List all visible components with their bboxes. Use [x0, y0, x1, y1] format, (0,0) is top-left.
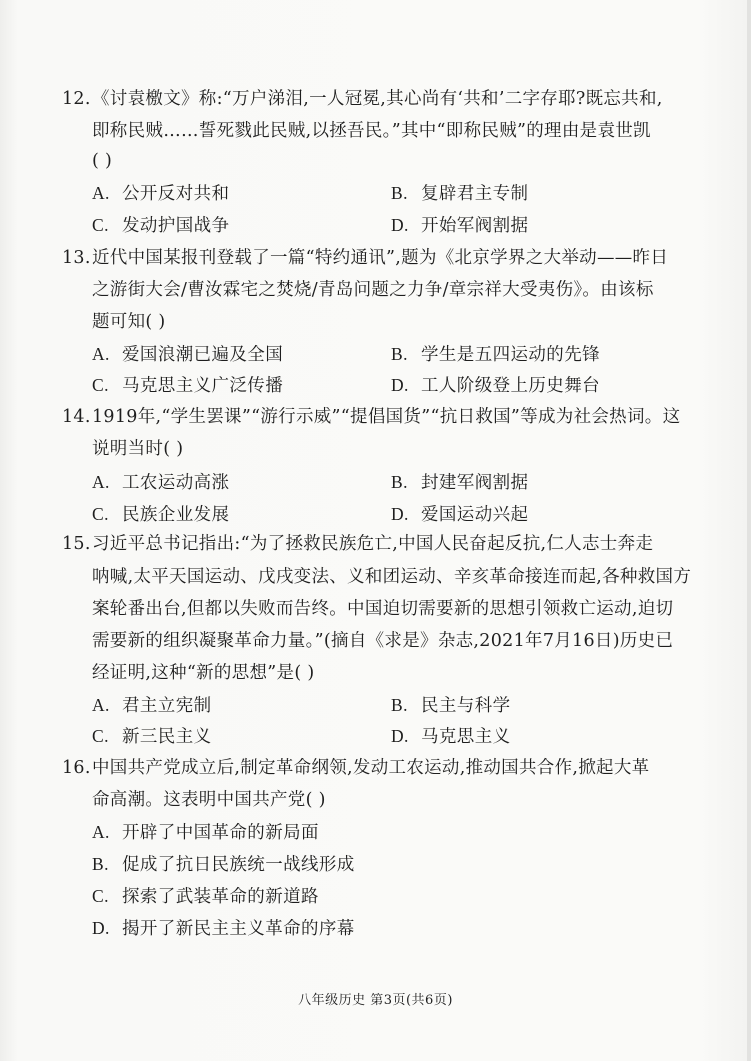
option-b: [391, 343, 600, 365]
option-letter: B.: [92, 854, 109, 874]
option-text: 马克思主义广泛传播: [122, 376, 284, 396]
option-letter: D.: [391, 215, 409, 235]
option-text: 开辟了中国革命的新局面: [122, 823, 319, 843]
option-letter: A.: [92, 472, 110, 492]
option-c: [92, 885, 319, 907]
option-b: [391, 182, 528, 204]
option-letter: B.: [391, 344, 408, 364]
option-letter: A.: [92, 183, 110, 203]
option-b: [391, 694, 511, 716]
question-number: 15.: [62, 534, 91, 554]
option-d: [391, 503, 528, 525]
answer-blank: ( ): [92, 151, 113, 171]
option-text: 探索了武装革命的新道路: [122, 887, 319, 907]
option-c: [92, 503, 229, 525]
question-stem-line: 题可知( ): [92, 312, 166, 332]
question-stem-line: 案轮番出台,但都以失败而告终。中国迫切需要新的思想引领救亡运动,迫切: [92, 599, 674, 619]
option-text: 民主与科学: [421, 696, 511, 716]
question-number: 16.: [62, 758, 91, 778]
option-letter: C.: [92, 215, 109, 235]
option-b: [92, 853, 355, 875]
option-text: 爱国浪潮已遍及全国: [122, 345, 284, 365]
option-letter: C.: [92, 375, 109, 395]
question-stem-line: 呐喊,太平天国运动、戊戌变法、义和团运动、辛亥革命接连而起,各种救国方: [92, 567, 692, 587]
question-stem-line: 经证明,这种“新的思想”是( ): [92, 663, 315, 683]
option-letter: D.: [391, 504, 409, 524]
option-text: 公开反对共和: [122, 184, 230, 204]
question-stem-line: [62, 757, 649, 779]
option-letter: A.: [92, 695, 110, 715]
option-a: [92, 471, 229, 493]
stem-text: 习近平总书记指出:“为了拯救民族危亡,中国人民奋起反抗,仁人志士奔走: [92, 534, 654, 554]
question-stem-line: [62, 406, 680, 428]
option-letter: A.: [92, 344, 110, 364]
option-a: [92, 343, 283, 365]
option-text: 新三民主义: [122, 727, 212, 747]
option-text: 马克思主义: [421, 727, 511, 747]
stem-text: 近代中国某报刊登载了一篇“特约通讯”,题为《北京学界之大举动——昨日: [92, 248, 669, 268]
stem-text: 中国共产党成立后,制定革命纲领,发动工农运动,推动国共合作,掀起大革: [92, 758, 650, 778]
option-d: [391, 374, 600, 396]
question-stem-line: 命高潮。这表明中国共产党( ): [92, 790, 326, 810]
option-text: 君主立宪制: [122, 696, 212, 716]
option-text: 揭开了新民主主义革命的序幕: [122, 919, 355, 939]
question-stem-line: [62, 533, 653, 555]
option-text: 发动护国战争: [122, 216, 230, 236]
option-letter: D.: [92, 918, 110, 938]
option-d: [391, 214, 528, 236]
option-a: [92, 694, 212, 716]
question-number: 13.: [62, 248, 91, 268]
question-stem-line: [62, 247, 668, 269]
question-stem-line: 说明当时( ): [92, 439, 184, 459]
option-text: 促成了抗日民族统一战线形成: [122, 855, 355, 875]
option-text: 民族企业发展: [122, 505, 230, 525]
option-d: [92, 917, 355, 939]
option-text: 开始军阀割据: [421, 216, 529, 236]
question-stem-line: [62, 88, 663, 110]
question-number: 12.: [62, 89, 91, 109]
option-letter: C.: [92, 886, 109, 906]
option-a: [92, 182, 229, 204]
question-number: 14.: [62, 407, 91, 427]
option-c: [92, 214, 229, 236]
page-edge: [747, 0, 751, 1061]
option-letter: C.: [92, 504, 109, 524]
option-text: 工农运动高涨: [122, 473, 230, 493]
option-a: [92, 821, 319, 843]
question-stem-line: 之游街大会/曹汝霖宅之焚烧/青岛问题之力争/章宗祥大受夷伤》。由该标: [92, 280, 654, 300]
option-text: 学生是五四运动的先锋: [421, 345, 600, 365]
option-letter: D.: [391, 726, 409, 746]
option-d: [391, 725, 511, 747]
option-b: [391, 471, 528, 493]
option-text: 复辟君主专制: [421, 184, 529, 204]
page-footer: 八年级历史 第3页(共6页): [298, 993, 453, 1008]
option-c: [92, 725, 212, 747]
option-letter: C.: [92, 726, 109, 746]
option-text: 封建军阀割据: [421, 473, 529, 493]
stem-text: 1919年,“学生罢课”“游行示威”“提倡国货”“抗日救国”等成为社会热词。这: [92, 407, 681, 427]
option-letter: D.: [391, 375, 409, 395]
question-stem-line: 需要新的组织凝聚革命力量。”(摘自《求是》杂志,2021年7月16日)历史已: [92, 631, 674, 651]
option-letter: A.: [92, 822, 110, 842]
question-stem-line: 即称民贼……誓死戮此民贼,以拯吾民。”其中“即称民贼”的理由是袁世凯: [92, 121, 651, 141]
option-c: [92, 374, 283, 396]
option-letter: B.: [391, 183, 408, 203]
option-text: 工人阶级登上历史舞台: [421, 376, 600, 396]
option-text: 爱国运动兴起: [421, 505, 529, 525]
stem-text: 《讨袁檄文》称:“万户涕泪,一人冠冕,其心尚有‘共和’二字存耶?既忘共和,: [92, 89, 663, 109]
option-letter: B.: [391, 472, 408, 492]
option-letter: B.: [391, 695, 408, 715]
